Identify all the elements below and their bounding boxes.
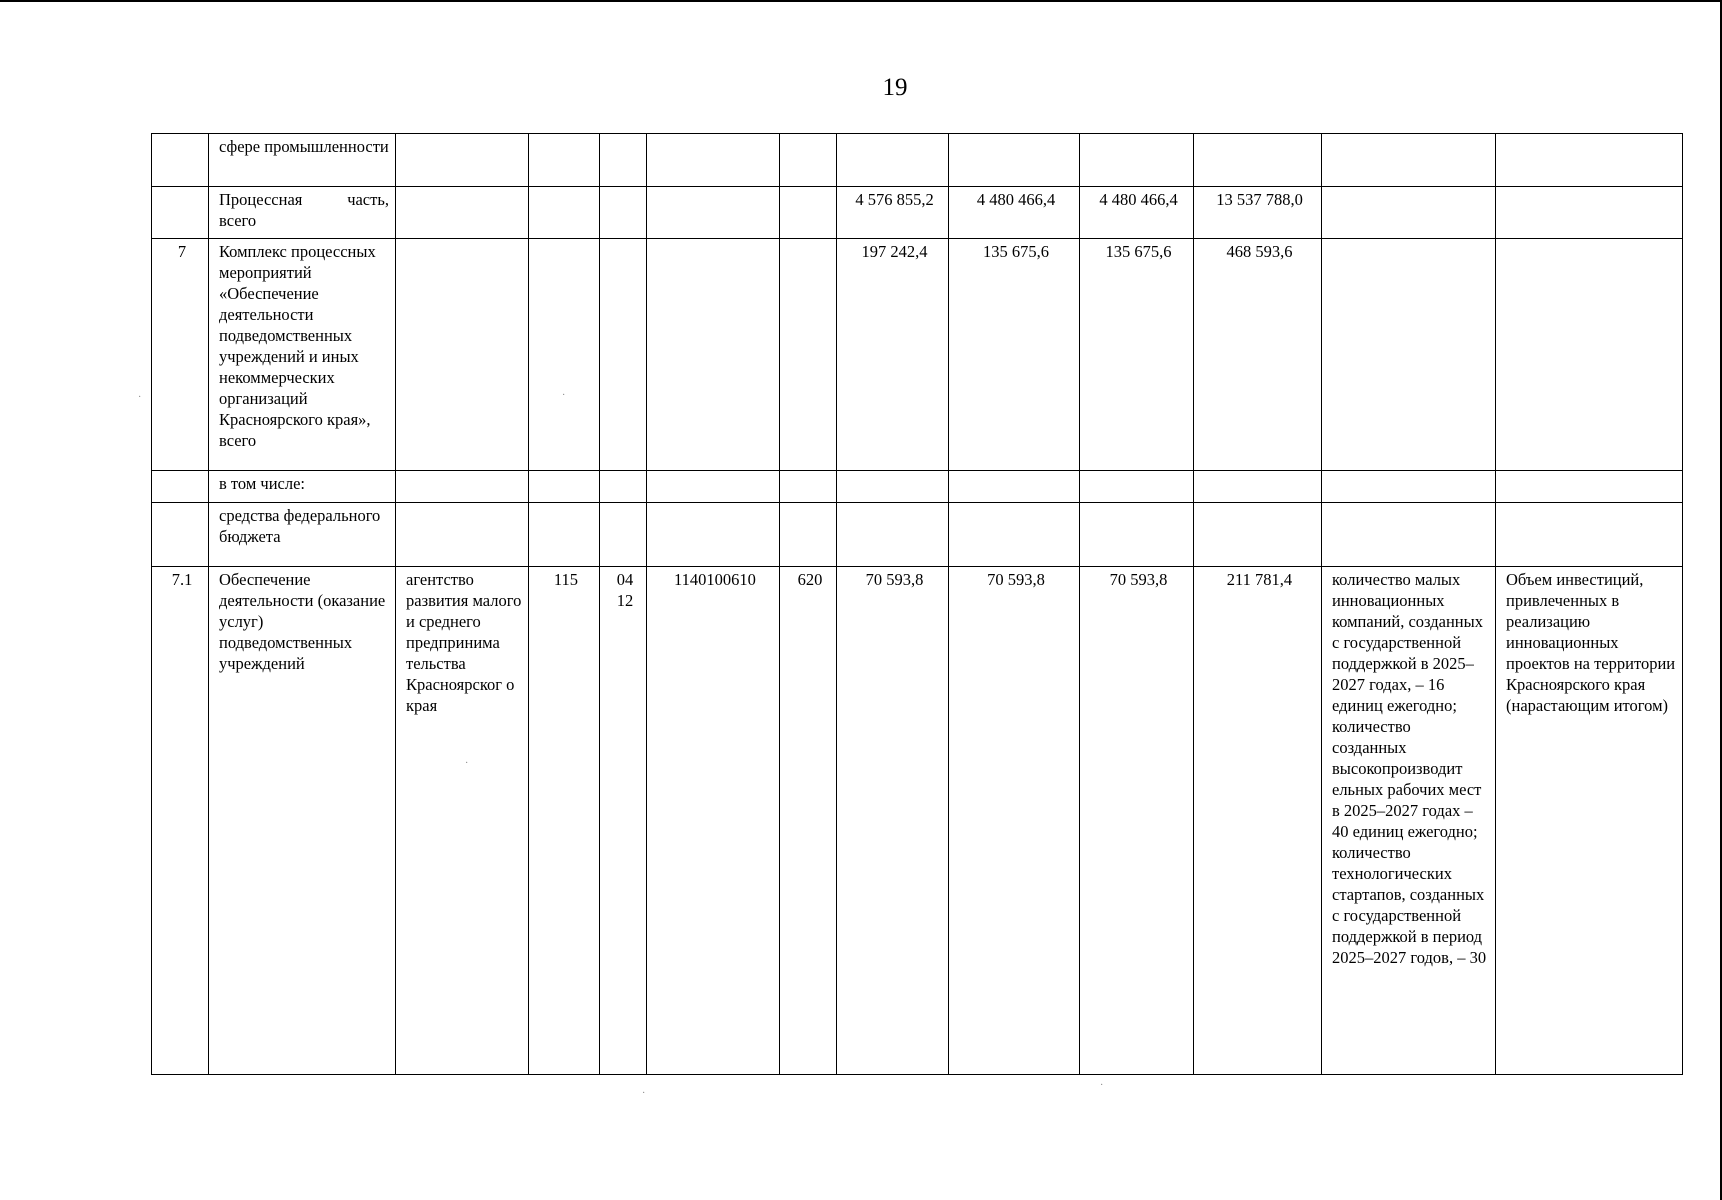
scan-speck: · [465, 758, 469, 769]
cell-name: сфере промышленности [209, 134, 396, 187]
cell-num: 7 [152, 239, 209, 471]
cell-vr: 620 [780, 567, 837, 1075]
scan-speck: · [642, 1088, 646, 1099]
cell-2026: 4 480 466,4 [949, 187, 1080, 239]
cell-csr: 1140100610 [647, 567, 780, 1075]
budget-table [151, 133, 1683, 1075]
cell-total: 211 781,4 [1194, 567, 1322, 1075]
cell-2026: 70 593,8 [949, 567, 1080, 1075]
cell-num [152, 134, 209, 187]
cell-rzpr [600, 567, 647, 1075]
scan-speck: · [1100, 1080, 1104, 1091]
cell-name [209, 187, 396, 239]
cell-num: 7.1 [152, 567, 209, 1075]
cell-total: 468 593,6 [1194, 239, 1322, 471]
cell-indicator: Объем инвестиций, привлеченных в реализацию инновационных проектов на территории Красноярского края (нарастающим итогом) [1496, 567, 1683, 1075]
cell-2027: 70 593,8 [1080, 567, 1194, 1075]
name-part: всего [219, 211, 257, 230]
cell-name: в том числе: [209, 471, 396, 503]
scan-speck: · [138, 392, 142, 403]
table-row [152, 134, 1683, 187]
cell-grbs: 115 [529, 567, 600, 1075]
cell-total: 13 537 788,0 [1194, 187, 1322, 239]
scan-speck: · [562, 390, 566, 401]
cell-2026: 135 675,6 [949, 239, 1080, 471]
table-row [152, 239, 1683, 471]
name-part: Процессная [219, 190, 303, 209]
page-number: 19 [882, 74, 908, 101]
cell-name: Обеспечение деятельности (оказание услуг) подведомственных учреждений [209, 567, 396, 1075]
cell-2025: 197 242,4 [837, 239, 949, 471]
cell-2025: 70 593,8 [837, 567, 949, 1075]
cell-name: Комплекс процессных мероприятий «Обеспечение деятельности подведомственных учреждений и иных некоммерческих организаций Красноярского края», всего [209, 239, 396, 471]
cell-result: количество малых инновационных компаний, созданных с государственной поддержкой в 2025–2027 годах, – 16 единиц ежегодно; количество созданных высокопроизводит ельных рабочих мест в 2025–2027 годах – 40 единиц ежегодно; количество технологических стартапов, созданных с государственной поддержкой в период 2025–2027 годов, – 30 [1322, 567, 1496, 1075]
cell-2027: 4 480 466,4 [1080, 187, 1194, 239]
name-part: часть, [347, 190, 389, 209]
cell-name: средства федерального бюджета [209, 503, 396, 567]
cell-2027: 135 675,6 [1080, 239, 1194, 471]
table-row [152, 503, 1683, 567]
rzpr-part: 12 [616, 591, 634, 610]
table-row [152, 471, 1683, 503]
cell-executor: агентство развития малого и среднего предпринима тельства Красноярског о края [396, 567, 529, 1075]
table-row [152, 567, 1683, 1075]
rzpr-part: 04 [616, 570, 634, 589]
table-row [152, 187, 1683, 239]
cell-2025: 4 576 855,2 [837, 187, 949, 239]
